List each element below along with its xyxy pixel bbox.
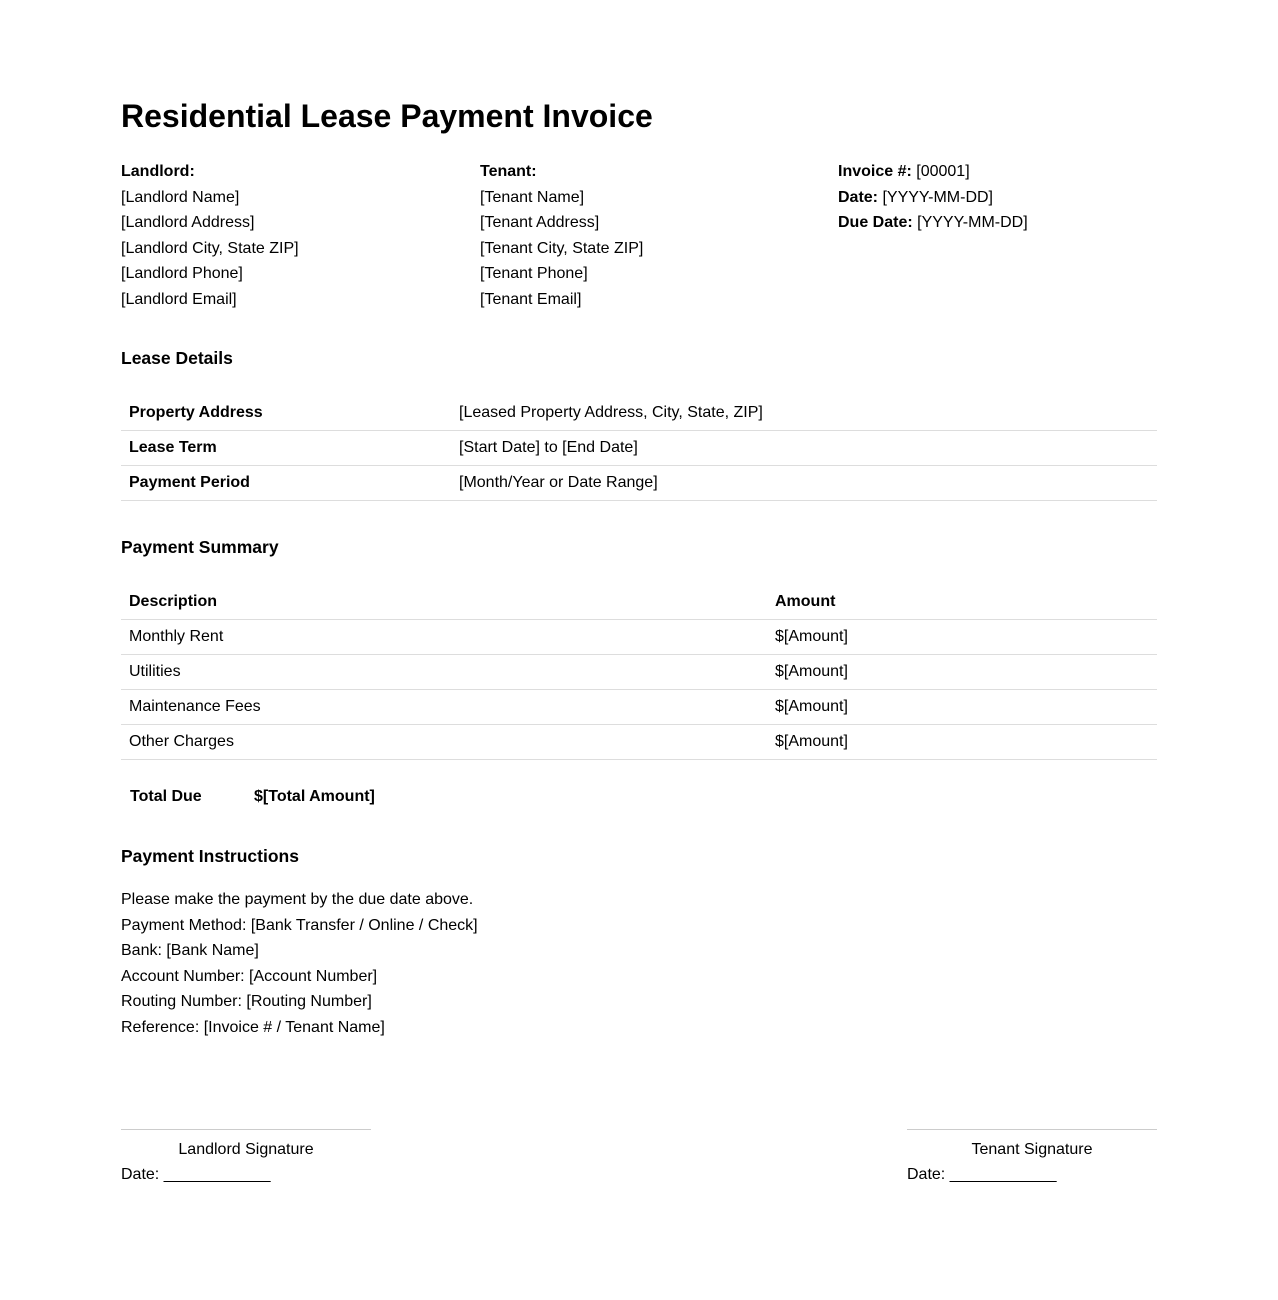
instruction-line: Please make the payment by the due date above.	[121, 891, 474, 908]
tenant-address: [Tenant Address]	[480, 214, 600, 232]
total-due	[130, 786, 375, 808]
tenant-signature-line	[907, 1129, 1157, 1130]
payment-instructions-heading: Payment Instructions	[121, 846, 299, 866]
column-header-description: Description	[121, 585, 767, 620]
tenant-signature-label: Tenant Signature	[971, 1141, 1093, 1158]
table-header-row	[121, 585, 1157, 620]
tenant-label: Tenant:	[480, 163, 537, 180]
table-row	[121, 431, 1157, 466]
tenant-signature-block	[907, 1129, 1157, 1186]
invoice-due-date-label: Due Date:	[838, 214, 913, 232]
tenant-block	[480, 159, 643, 313]
landlord-block	[121, 159, 299, 313]
landlord-signature-date: Date: ____________	[121, 1166, 271, 1183]
tenant-phone: [Tenant Phone]	[480, 265, 588, 283]
table-row	[121, 725, 1157, 760]
landlord-email: [Landlord Email]	[121, 290, 237, 308]
table-row	[121, 655, 1157, 690]
instruction-line: Routing Number: [Routing Number]	[121, 993, 372, 1011]
invoice-meta-block	[838, 159, 1028, 236]
charge-description: Other Charges	[121, 725, 767, 760]
landlord-signature-block	[121, 1129, 371, 1186]
tenant-signature-date: Date: ____________	[907, 1166, 1057, 1183]
lease-key: Property Address	[121, 396, 451, 431]
landlord-label: Landlord:	[121, 163, 195, 180]
invoice-due-date-value: [YYYY-MM-DD]	[917, 214, 1028, 232]
invoice-date-label: Date:	[838, 188, 879, 206]
invoice-number-value: [00001]	[916, 163, 970, 180]
table-row	[121, 466, 1157, 501]
tenant-email: [Tenant Email]	[480, 290, 582, 308]
charge-amount: $[Amount]	[767, 620, 1157, 655]
charge-amount: $[Amount]	[767, 725, 1157, 760]
lease-key: Lease Term	[121, 431, 451, 466]
lease-details-heading: Lease Details	[121, 348, 233, 368]
lease-value: [Start Date] to [End Date]	[451, 431, 1157, 466]
landlord-city-state-zip: [Landlord City, State ZIP]	[121, 239, 299, 257]
landlord-signature-line	[121, 1129, 371, 1130]
column-header-amount: Amount	[767, 585, 1157, 620]
instruction-line: Payment Method: [Bank Transfer / Online / Check]	[121, 916, 478, 934]
payment-summary-heading: Payment Summary	[121, 537, 279, 557]
charge-description: Utilities	[121, 655, 767, 690]
landlord-name: [Landlord Name]	[121, 188, 240, 206]
invoice-due-date	[838, 210, 1028, 236]
table-row	[121, 620, 1157, 655]
invoice-number-label: Invoice #:	[838, 163, 912, 180]
payment-instructions	[121, 887, 478, 1041]
lease-key: Payment Period	[121, 466, 451, 501]
tenant-city-state-zip: [Tenant City, State ZIP]	[480, 239, 644, 257]
landlord-phone: [Landlord Phone]	[121, 265, 243, 283]
lease-value: [Month/Year or Date Range]	[451, 466, 1157, 501]
invoice-date	[838, 185, 1028, 211]
lease-details-table	[121, 396, 1157, 501]
charge-amount: $[Amount]	[767, 690, 1157, 725]
instruction-line: Bank: [Bank Name]	[121, 942, 259, 960]
invoice-number	[838, 159, 1028, 185]
landlord-signature-label: Landlord Signature	[178, 1141, 314, 1158]
total-due-value: $[Total Amount]	[254, 788, 375, 805]
total-due-label: Total Due	[130, 788, 202, 805]
charge-description: Maintenance Fees	[121, 690, 767, 725]
tenant-name: [Tenant Name]	[480, 188, 585, 206]
lease-value: [Leased Property Address, City, State, ZIP]	[451, 396, 1157, 431]
charge-description: Monthly Rent	[121, 620, 767, 655]
instruction-line: Reference: [Invoice # / Tenant Name]	[121, 1018, 385, 1036]
landlord-address: [Landlord Address]	[121, 214, 255, 232]
payment-summary-table	[121, 585, 1157, 760]
page-title: Residential Lease Payment Invoice	[121, 98, 653, 134]
instruction-line: Account Number: [Account Number]	[121, 967, 378, 985]
charge-amount: $[Amount]	[767, 655, 1157, 690]
table-row	[121, 396, 1157, 431]
table-row	[121, 690, 1157, 725]
invoice-date-value: [YYYY-MM-DD]	[882, 188, 993, 206]
